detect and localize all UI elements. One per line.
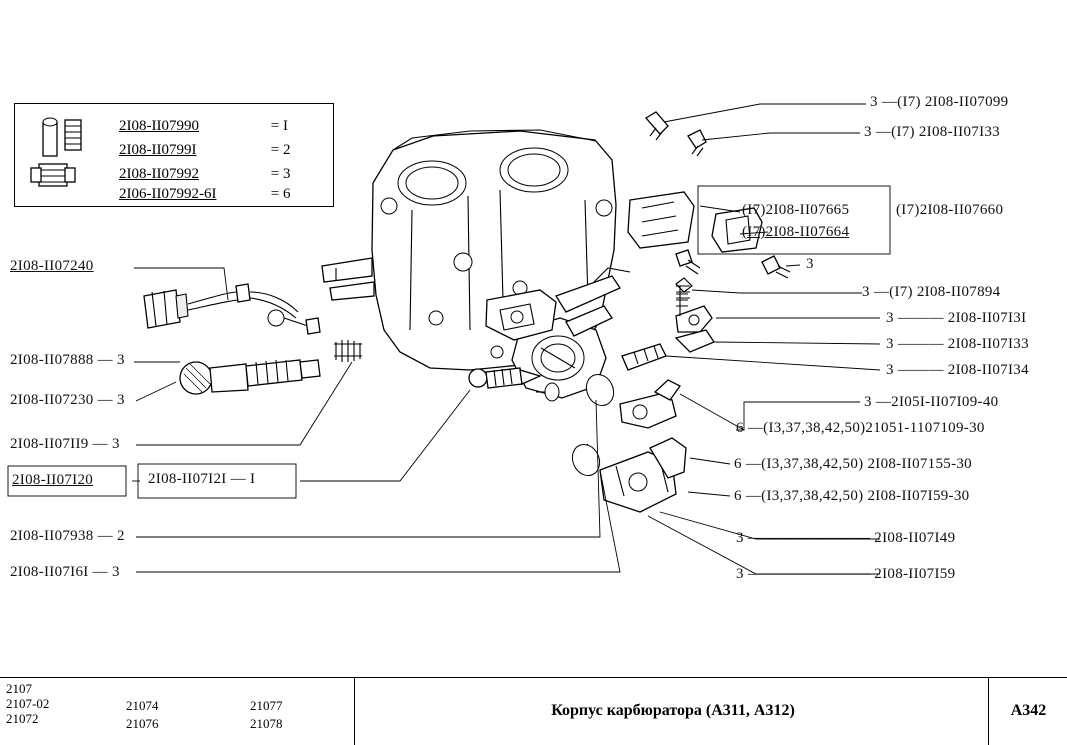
callout-right-9: 3 ——— 2I08-II07I33 xyxy=(886,336,1029,352)
callout-right-14: 6 —(I3,37,38,42,50) 2I08-II07I59-30 xyxy=(734,488,970,504)
callout-left-8: 2I08-II07I6I — 3 xyxy=(10,564,120,580)
legend-equals: = xyxy=(270,118,280,134)
legend-code: 2I06-II07992-6I xyxy=(119,186,217,202)
callout-left-6: 2I08-II07I2I — I xyxy=(148,471,256,487)
legend-number: 6 xyxy=(283,186,291,202)
legend-equals: = xyxy=(270,166,280,182)
callout-right-7: 3 —(I7) 2I08-II07894 xyxy=(862,284,1001,300)
legend-code: 2I08-II07990 xyxy=(119,118,199,134)
drawing-code: А342 xyxy=(1010,702,1047,719)
callout-right-16: 3 ———————— 2I08-II07I59 xyxy=(736,566,956,582)
callout-right-15: 3 ———————— 2I08-II07I49 xyxy=(736,530,956,546)
models-column-1 xyxy=(6,681,49,726)
spring-part-left xyxy=(334,340,362,362)
callout-right-2: 3 —(I7) 2I08-II07I33 xyxy=(864,124,1000,140)
callout-right-11: 3 —2I05I-II07I09-40 xyxy=(864,394,999,410)
model-item: 2107 xyxy=(6,681,32,696)
model-item: 21074 xyxy=(126,698,159,713)
callout-right-8: 3 ——— 2I08-II07I3I xyxy=(886,310,1027,326)
model-item: 2107-02 xyxy=(6,696,50,711)
legend-code: 2I08-II07992 xyxy=(119,166,199,182)
callout-right-13: 6 —(I3,37,38,42,50) 2I08-II07155-30 xyxy=(734,456,972,472)
title-block xyxy=(0,677,1067,745)
legend-equals: = xyxy=(270,142,280,158)
model-item: 21077 xyxy=(250,698,283,713)
legend-icon xyxy=(21,106,107,204)
callout-right-12: 6 —(I3,37,38,42,50)21051-1107109-30 xyxy=(736,420,985,436)
models-column-3 xyxy=(250,697,283,733)
title-block-divider-left xyxy=(354,677,355,745)
legend-number: I xyxy=(283,118,288,134)
legend-number: 2 xyxy=(283,142,291,158)
callout-right-3: (I7)2I08-II07665 xyxy=(742,202,850,218)
callout-right-5-prefix: (I7) xyxy=(896,202,920,218)
legend-row xyxy=(119,186,291,203)
legend-row xyxy=(119,142,291,159)
carburetor-body-part xyxy=(322,130,630,398)
drawing-title: Корпус карбюратора (А311, А312) xyxy=(551,702,795,719)
throttle-lever-parts xyxy=(600,278,714,512)
wire-connector-part xyxy=(144,284,320,334)
legend-row xyxy=(119,166,291,183)
models-column-2 xyxy=(126,697,159,733)
adjusting-screw-part xyxy=(180,360,320,394)
model-item: 21078 xyxy=(250,716,283,731)
callout-left-3: 2I08-II07230 — 3 xyxy=(10,392,125,408)
callout-right-4: (I7)2I08-II07664 xyxy=(742,224,850,240)
legend-box xyxy=(14,103,334,207)
callout-left-7: 2I08-II07938 — 2 xyxy=(10,528,125,544)
callout-left-4: 2I08-II07II9 — 3 xyxy=(10,436,120,452)
callout-left-1: 2I08-II07240 xyxy=(10,258,94,274)
callout-right-5-code: 2I08-II07660 xyxy=(919,202,1004,218)
callout-right-1: 3 —(I7) 2I08-II07099 xyxy=(870,94,1009,110)
model-item: 21076 xyxy=(126,716,159,731)
legend-equals: = xyxy=(270,186,280,202)
legend-code: 2I08-II0799I xyxy=(119,142,197,158)
callout-left-5: 2I08-II07I20 xyxy=(12,472,94,488)
callout-right-5 xyxy=(896,202,1003,219)
callout-left-2: 2I08-II07888 — 3 xyxy=(10,352,125,368)
legend-row xyxy=(119,118,288,135)
model-item: 21072 xyxy=(6,711,39,726)
callout-right-10: 3 ——— 2I08-II07I34 xyxy=(886,362,1029,378)
legend-number: 3 xyxy=(283,166,291,182)
callout-right-6: 3 xyxy=(806,256,814,272)
